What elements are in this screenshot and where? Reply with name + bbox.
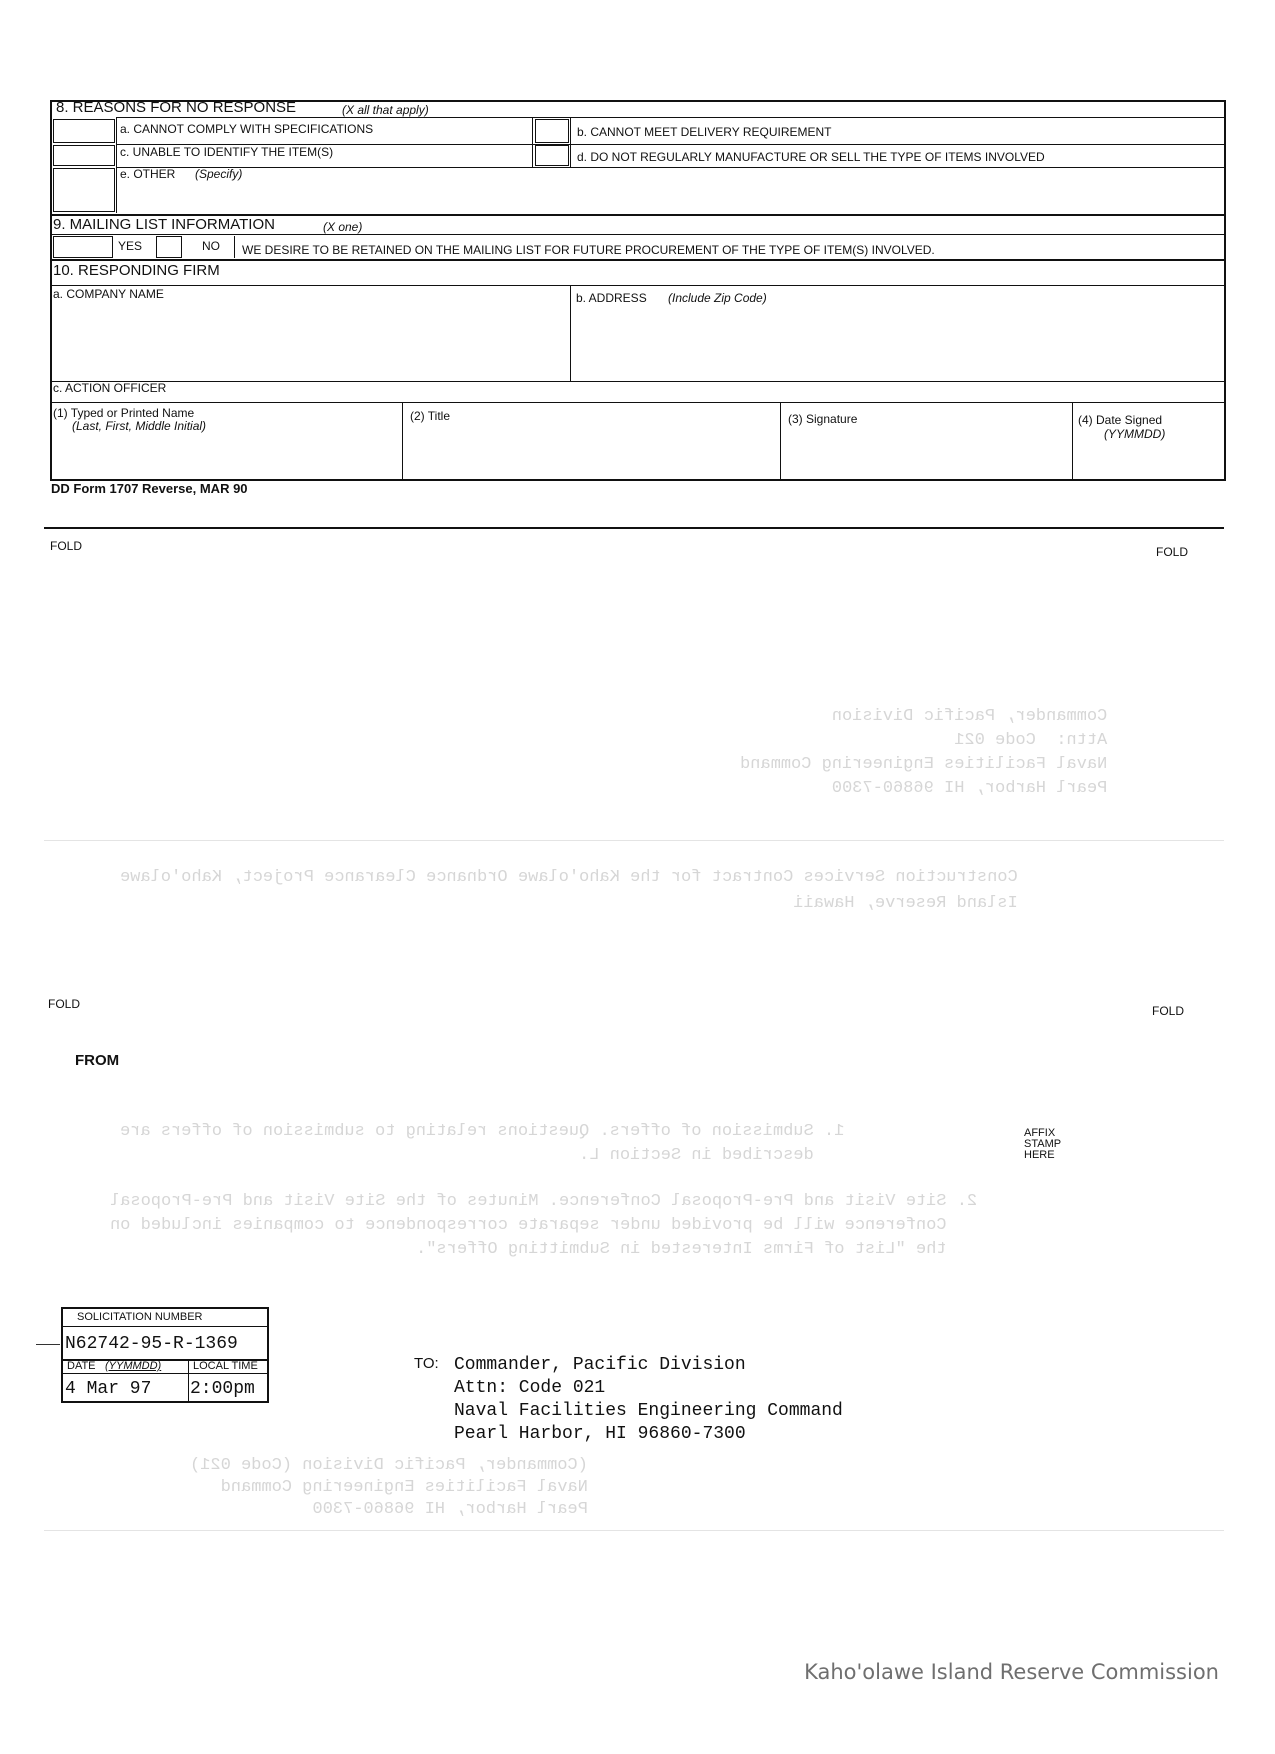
to-line-4: Pearl Harbor, HI 96860-7300 [454, 1424, 746, 1444]
typed-name-field[interactable] [56, 436, 396, 476]
affix-stamp-here: AFFIX STAMP HERE [1024, 1127, 1062, 1161]
section8-e: e. OTHER [120, 167, 176, 181]
date-signed-hint: (YYMMDD) [1104, 427, 1166, 441]
company-name-label: a. COMPANY NAME [53, 287, 164, 301]
to-address [454, 1354, 843, 1446]
checkbox-9-no[interactable] [156, 236, 182, 258]
checkbox-8d[interactable] [535, 145, 569, 166]
fold-label-top-right: FOLD [1156, 545, 1189, 559]
local-time-label: LOCAL TIME [193, 1360, 258, 1372]
fold-label-top-left: FOLD [50, 539, 83, 553]
company-name-field[interactable] [54, 302, 564, 376]
checkbox-9-yes[interactable] [53, 236, 113, 258]
fold-label-mid-left: FOLD [48, 997, 81, 1011]
solicitation-number-label: SOLICITATION NUMBER [77, 1311, 203, 1323]
archive-watermark: Kaho'olawe Island Reserve Commission [804, 1660, 1219, 1684]
signature-label: (3) Signature [788, 412, 858, 426]
section9-hint: (X one) [323, 220, 363, 234]
date-hint: (YYMMDD) [105, 1360, 162, 1372]
typed-name-label: (1) Typed or Printed Name [53, 406, 195, 420]
address-field[interactable] [576, 306, 1216, 376]
section8-c: c. UNABLE TO IDENTIFY THE ITEM(S) [120, 145, 334, 159]
section8-hint: (X all that apply) [342, 103, 429, 117]
other-specify-field[interactable] [300, 172, 1200, 208]
section9-no: NO [202, 239, 220, 253]
fold-label-mid-right: FOLD [1152, 1004, 1185, 1018]
to-line-3: Naval Facilities Engineering Command [454, 1401, 843, 1421]
section9-yes: YES [118, 239, 143, 253]
date-label: DATE [67, 1360, 96, 1372]
to-label: TO: [414, 1355, 439, 1372]
section10-title: 10. RESPONDING FIRM [53, 262, 220, 279]
checkbox-8b[interactable] [535, 119, 569, 143]
section9-title: 9. MAILING LIST INFORMATION [53, 216, 275, 233]
date-signed-field[interactable] [1078, 442, 1218, 476]
checkbox-8c[interactable] [53, 145, 115, 166]
section9-statement: WE DESIRE TO BE RETAINED ON THE MAILING LIST FOR FUTURE PROCUREMENT OF THE TYPE OF ITEM(S) INVOLVED. [242, 243, 935, 257]
address-hint: (Include Zip Code) [668, 291, 767, 305]
section8-a: a. CANNOT COMPLY WITH SPECIFICATIONS [120, 122, 374, 136]
section8-e-hint: (Specify) [195, 167, 243, 181]
address-label: b. ADDRESS [576, 291, 647, 305]
from-label: FROM [75, 1052, 120, 1069]
solicitation-number-value: N62742-95-R-1369 [65, 1334, 238, 1354]
date-value: 4 Mar 97 [65, 1379, 152, 1399]
to-line-1: Commander, Pacific Division [454, 1355, 746, 1375]
section8-d: d. DO NOT REGULARLY MANUFACTURE OR SELL THE TYPE OF ITEMS INVOLVED [577, 150, 1045, 164]
action-officer-label: c. ACTION OFFICER [53, 381, 167, 395]
typed-name-hint: (Last, First, Middle Initial) [72, 419, 207, 433]
signature-field[interactable] [788, 428, 1066, 476]
section8-title: 8. REASONS FOR NO RESPONSE [56, 99, 297, 116]
checkbox-8a[interactable] [53, 119, 115, 143]
date-signed-label: (4) Date Signed [1078, 413, 1163, 427]
to-line-2: Attn: Code 021 [454, 1378, 606, 1398]
from-address-field[interactable] [150, 1048, 750, 1118]
form-identifier: DD Form 1707 Reverse, MAR 90 [51, 481, 248, 496]
local-time-value: 2:00pm [190, 1379, 255, 1399]
section8-b: b. CANNOT MEET DELIVERY REQUIREMENT [577, 125, 832, 139]
solicitation-box [61, 1307, 269, 1403]
title-field[interactable] [410, 426, 774, 476]
checkbox-8e[interactable] [53, 168, 115, 212]
title-label: (2) Title [410, 409, 451, 423]
